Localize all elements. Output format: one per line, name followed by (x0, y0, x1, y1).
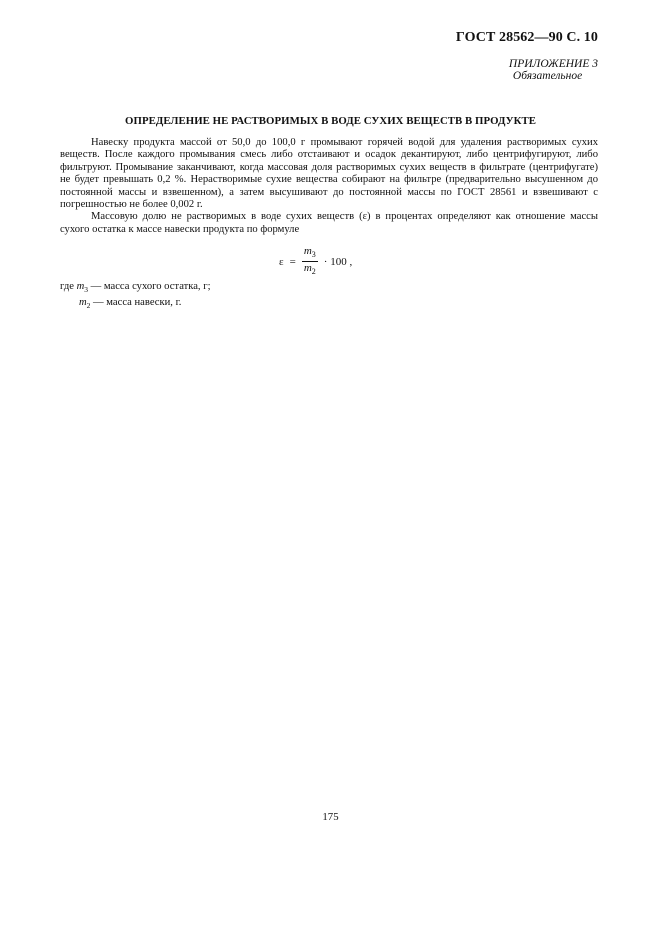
definition-m3 (60, 281, 211, 297)
var-m2: m (79, 296, 87, 308)
section-title: ОПРЕДЕЛЕНИЕ НЕ РАСТВОРИМЫХ В ВОДЕ СУХИХ ВЕЩЕСТВ В ПРОДУКТЕ (125, 115, 536, 127)
formula-multiplier: · 100 , (323, 255, 353, 268)
definition-m3-text: — масса сухого остатка, г; (87, 281, 211, 292)
formula-numerator (302, 245, 318, 262)
denominator-sub: 2 (311, 267, 316, 277)
appendix-status: Обязательное (512, 70, 583, 82)
formula-fraction (302, 245, 318, 278)
formula-lhs: ε (279, 255, 284, 268)
appendix-number: ПРИЛОЖЕНИЕ 3 (508, 58, 598, 70)
variable-definitions (60, 281, 211, 312)
numerator-sub: 3 (311, 250, 316, 260)
denominator-var: m (303, 262, 312, 275)
paragraph-procedure: Навеску продукта массой от 50,0 до 100,0 г промывают горячей водой для удаления растворимых сухих веществ. После каждого промывания смесь либо отстаивают и осадок декантируют, либо центрифугируют, либо фильтруют. Промывание заканчивают, когда массовая доля растворимых сухих веществ в фильтрате (центрифугате) не будет превышать 0,2 %. Нерастворимые сухие вещества собирают на фильтре (предварительно высушенном до постоянной массы и взвешенном), а затем высушивают до постоянной массы по ГОСТ 28561 и взвешивают с погрешностью не более 0,002 г. (60, 137, 598, 211)
page-number: 175 (322, 811, 339, 823)
formula-denominator (302, 262, 318, 278)
var-m2-sub: 2 (86, 300, 91, 310)
definition-m2 (60, 297, 211, 313)
formula-equals: = (289, 255, 296, 268)
paragraph-calculation: Массовую долю не растворимых в воде сухих веществ (ε) в процентах определяют как отношение массы сухого остатка к массе навески продукта по формуле (60, 211, 598, 235)
document-header: ГОСТ 28562—90 С. 10 (455, 30, 598, 45)
body-text (60, 137, 598, 236)
var-m3-sub: 3 (84, 285, 88, 295)
appendix-label (509, 58, 598, 82)
formula (279, 245, 352, 278)
definition-m2-text: — масса навески, г. (90, 296, 182, 308)
var-m3: m (76, 281, 85, 292)
where-prefix: где (60, 281, 74, 292)
numerator-var: m (303, 245, 312, 257)
